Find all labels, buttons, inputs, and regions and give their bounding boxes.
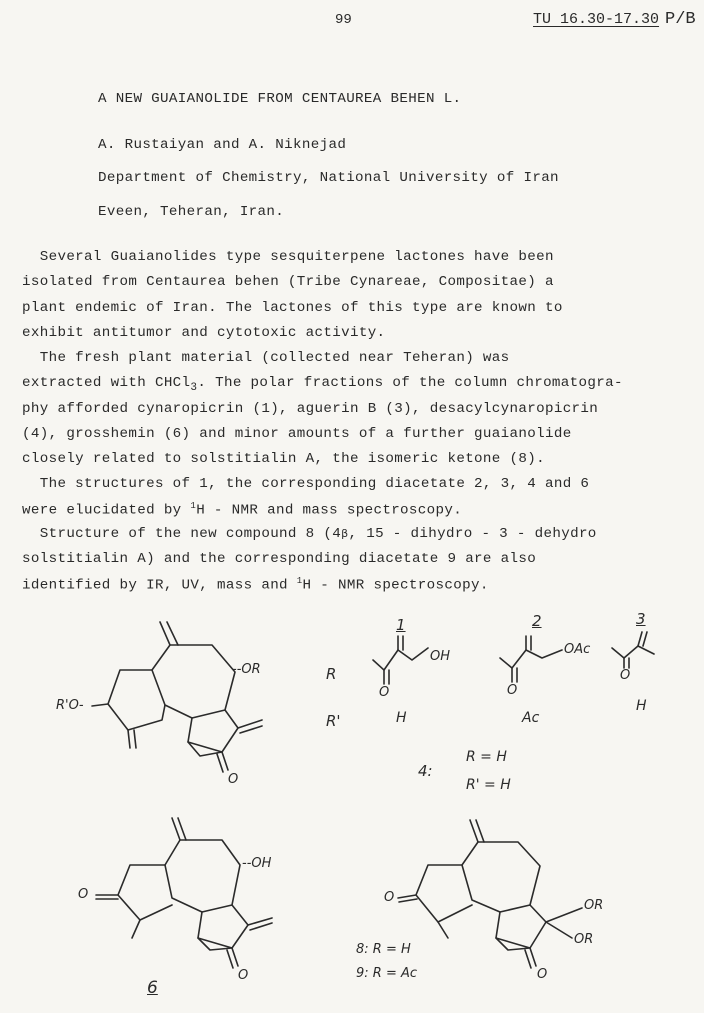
body-text: . The polar fractions of the column chromatogra- — [197, 375, 623, 391]
table-cell-h: H — [396, 710, 407, 726]
compound-4-label: 4: — [418, 762, 433, 780]
body-line: phy afforded cynaropicrin (1), aguerin B (3), desacylcynaropicrin — [22, 401, 599, 417]
label-carbonyl-o-8: O — [537, 967, 548, 982]
compound-4-r-prime: R' = H — [466, 777, 511, 793]
sidechain-3 — [612, 632, 654, 668]
superscript: 1 — [296, 576, 303, 586]
label-or-1: OR — [584, 898, 604, 913]
body-line: exhibit antitumor and cytotoxic activity. — [22, 325, 386, 341]
body-text: identified by IR, UV, mass and — [22, 577, 297, 594]
session-time: TU 16.30-17.30 — [533, 11, 660, 28]
body-line: solstitialin A) and the corresponding diacetate 9 are also — [22, 551, 537, 567]
session-suffix: P/B — [665, 10, 696, 29]
label-ketone-o-6: O — [78, 887, 89, 902]
compound-9-label: 9: R = Ac — [356, 966, 418, 981]
sidechain-1 — [373, 636, 428, 684]
label-ro: R'O- — [56, 698, 84, 713]
table-cell-h: H — [636, 698, 647, 714]
compound-number-6: 6 — [147, 978, 158, 998]
affiliation-line-2: Eveen, Teheran, Iran. — [98, 204, 285, 220]
body-text: , 15 - dihydro - 3 - dehydro — [348, 526, 597, 542]
authors: A. Rustaiyan and A. Niknejad — [98, 137, 347, 153]
body-line: (4), grosshemin (6) and minor amounts of a further guaianolide — [22, 426, 572, 442]
body-line: isolated from Centaurea behen (Tribe Cynareae, Compositae) a — [22, 274, 554, 290]
label-oh-6: --OH — [242, 856, 272, 871]
compound-8-label: 8: R = H — [356, 942, 411, 957]
superscript: 1 — [190, 501, 197, 511]
table-cell-ac: Ac — [522, 710, 540, 726]
body-text: Structure of the new compound 8 (4 — [22, 526, 342, 542]
compound-number-1: 1 — [396, 616, 406, 634]
paper-title: A NEW GUAIANOLIDE FROM CENTAUREA BEHEN L. — [98, 91, 462, 107]
body-text: H - NMR and mass spectroscopy. — [196, 502, 463, 519]
structure-8-9 — [398, 820, 582, 968]
label-or: --OR — [232, 662, 261, 677]
body-text: were elucidated by — [22, 502, 191, 519]
body-line: Several Guaianolides type sesquiterpene lactones have been — [22, 249, 554, 265]
page-number: 99 — [335, 12, 352, 28]
label-carbonyl-o-6: O — [238, 968, 249, 983]
affiliation-line-1: Department of Chemistry, National University of Iran — [98, 170, 559, 186]
beta-symbol: β — [341, 527, 349, 540]
label-keto-o: O — [379, 685, 390, 700]
compound-4-r: R = H — [466, 749, 507, 765]
body-line: closely related to solstitialin A, the isomeric ketone (8). — [22, 451, 545, 467]
sidechain-2 — [500, 636, 562, 682]
compound-number-3: 3 — [636, 610, 646, 628]
label-oh: OH — [430, 649, 451, 664]
compound-number-2: 2 — [532, 612, 542, 630]
label-ketone-o-8: O — [384, 890, 395, 905]
body-text: extracted with CHCl — [22, 375, 191, 391]
subscript: 3 — [190, 381, 198, 394]
body-line: plant endemic of Iran. The lactones of this type are known to — [22, 300, 563, 316]
table-row-r-prime: R' — [326, 712, 341, 730]
structure-top-left — [92, 622, 262, 772]
label-keto-o: O — [507, 683, 518, 698]
body-line: The structures of 1, the corresponding diacetate 2, 3, 4 and 6 — [22, 476, 590, 492]
label-keto-o: O — [620, 668, 631, 683]
label-carbonyl-o: O — [228, 772, 239, 787]
structure-6 — [96, 818, 272, 968]
table-row-r: R — [326, 665, 337, 683]
body-line: The fresh plant material (collected near Teheran) was — [22, 350, 510, 366]
label-or-2: OR — [574, 932, 594, 947]
label-oac: OAc — [564, 642, 591, 657]
body-text: H - NMR spectroscopy. — [302, 577, 489, 594]
